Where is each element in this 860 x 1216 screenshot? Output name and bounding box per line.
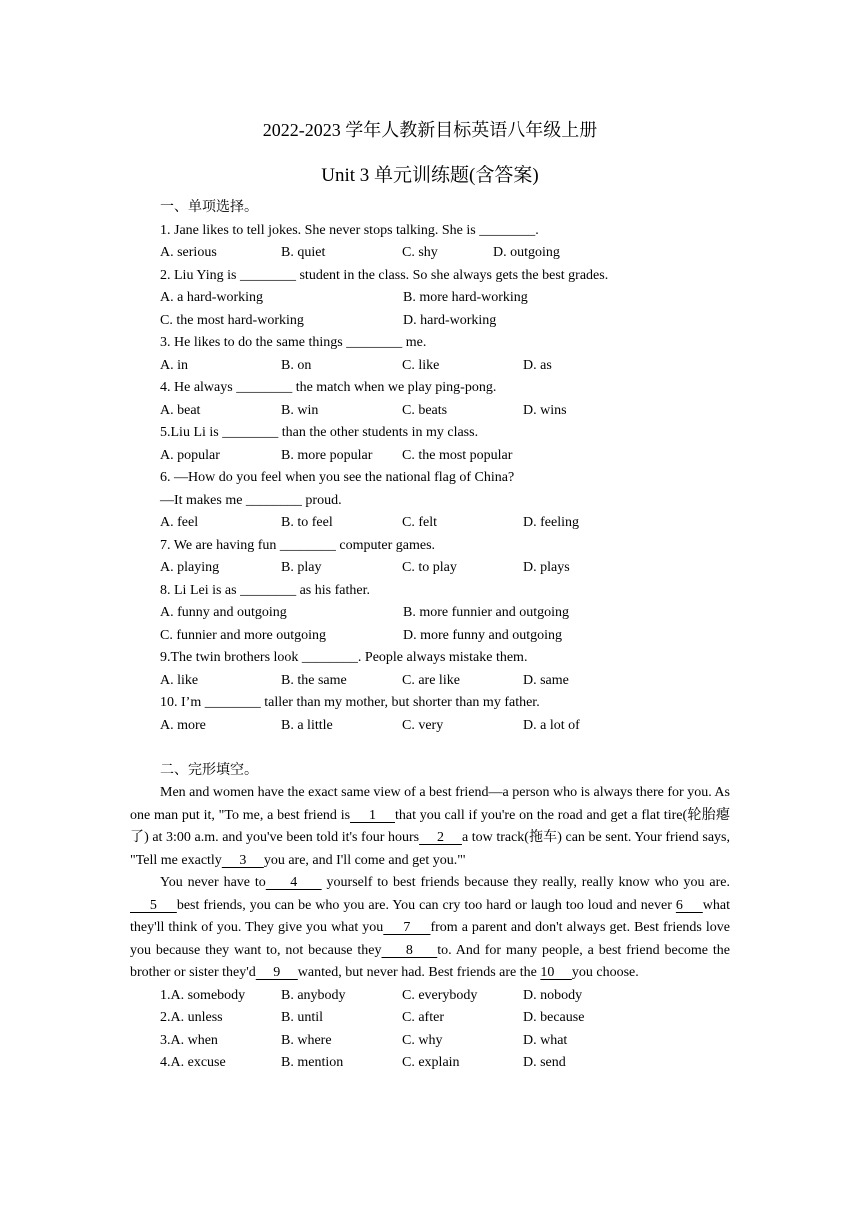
cloze-blank-7: 7 <box>383 920 431 935</box>
option-b: B. the same <box>281 672 347 688</box>
question-10-options <box>130 715 730 738</box>
cloze-text: wanted, but never had. Best friends are the <box>297 965 541 980</box>
cloze-text: yourself to best friends because they really, really know who you are. <box>321 875 731 890</box>
option-c: C. funnier and more outgoing <box>160 627 327 643</box>
question-2-options-row-1 <box>130 287 730 310</box>
cloze-text: from a parent and don't always get. Best friends love you because they want to, not because they <box>130 920 730 958</box>
cloze-blank-3: 3 <box>221 852 264 868</box>
cloze-paragraph-2 <box>130 872 730 985</box>
option-a: A. serious <box>160 245 217 260</box>
option-b: B. to feel <box>281 515 333 530</box>
cloze-paragraph-1 <box>130 782 730 872</box>
question-6-response: —It makes me ________ proud. <box>160 492 342 508</box>
cloze-text: You never have to <box>160 875 266 890</box>
section-spacer <box>130 737 730 760</box>
option-d: D. same <box>523 672 569 688</box>
question-10: 10. I’m ________ taller than my mother, but shorter than my father. <box>160 695 540 710</box>
document-title: 2022-2023 学年人教新目标英语八年级上册 <box>262 120 598 140</box>
option-d: D. as <box>523 357 552 373</box>
option-c: C. beats <box>402 402 448 418</box>
option-d: D. send <box>523 1055 566 1070</box>
option-a: 2.A. unless <box>160 1010 223 1025</box>
option-c: C. why <box>402 1032 443 1048</box>
question-8-options-row-2 <box>130 625 730 648</box>
cloze-text: Men and women have the exact same view of a best friend—a person who is always there for you. As one man put it, "To me, a best friend is <box>130 785 730 823</box>
option-a: A. popular <box>160 447 220 463</box>
question-1-options <box>130 242 730 265</box>
cloze-text: best friends, you can be who you are. You can cry too hard or laugh too loud and never <box>176 897 676 913</box>
cloze-blank-2: 2 <box>419 830 462 845</box>
cloze-text: you are, and I'll come and get you."' <box>263 852 466 868</box>
question-3-options <box>130 355 730 378</box>
option-d: D. outgoing <box>493 245 560 260</box>
cloze-blank-5: 5 <box>130 897 177 913</box>
question-5-options <box>130 445 730 468</box>
option-b: B. where <box>281 1032 332 1048</box>
option-b: B. more popular <box>281 447 373 463</box>
cloze-options-4 <box>130 1052 730 1075</box>
question-3: 3. He likes to do the same things ________ me. <box>160 335 427 350</box>
question-9: 9.The twin brothers look ________. People always mistake them. <box>160 650 528 665</box>
option-d: D. nobody <box>523 987 583 1003</box>
option-c: C. like <box>402 357 440 373</box>
question-9-options <box>130 670 730 693</box>
cloze-options-1 <box>130 985 730 1008</box>
option-d: D. hard-working <box>403 312 497 328</box>
option-d: D. because <box>523 1010 585 1025</box>
option-d: D. feeling <box>523 515 579 530</box>
cloze-text: what they'll think of you. They give you what you <box>130 897 731 935</box>
cloze-blank-6: 6 <box>675 897 703 913</box>
option-d: D. what <box>523 1032 568 1048</box>
question-7-options <box>130 557 730 580</box>
option-d: D. wins <box>523 402 567 418</box>
section2-heading: 二、完形填空。 <box>160 762 258 778</box>
question-7: 7. We are having fun ________ computer games. <box>160 537 436 553</box>
question-5: 5.Liu Li is ________ than the other students in my class. <box>160 425 479 440</box>
option-b: B. win <box>281 402 319 418</box>
option-a: 1.A. somebody <box>160 987 246 1003</box>
option-a: A. like <box>160 672 199 688</box>
cloze-blank-10: 10 <box>540 965 572 980</box>
option-b: B. more hard-working <box>403 290 528 305</box>
question-6-options <box>130 512 730 535</box>
option-a: 4.A. excuse <box>160 1055 226 1070</box>
document-subtitle: Unit 3 单元训练题(含答案) <box>321 165 539 186</box>
cloze-options-3 <box>130 1030 730 1053</box>
option-b: B. until <box>281 1010 324 1025</box>
option-a: A. funny and outgoing <box>160 605 287 620</box>
section1-heading: 一、单项选择。 <box>160 200 258 215</box>
cloze-text: you choose. <box>571 965 639 980</box>
cloze-blank-4: 4 <box>265 875 322 890</box>
option-a: A. a hard-working <box>160 290 264 305</box>
option-c: C. the most hard-working <box>160 312 304 328</box>
question-2: 2. Liu Ying is ________ student in the class. So she always gets the best grades. <box>160 267 609 283</box>
option-c: C. shy <box>402 245 438 260</box>
question-2-options-row-2 <box>130 310 730 333</box>
document-body <box>130 197 730 1075</box>
cloze-blank-1: 1 <box>350 807 395 823</box>
question-4-options <box>130 400 730 423</box>
option-a: 3.A. when <box>160 1032 218 1048</box>
cloze-options-2 <box>130 1007 730 1030</box>
option-c: C. after <box>402 1010 444 1025</box>
cloze-text: that you call if you're on the road and get a flat tire(轮胎瘪了) at 3:00 a.m. and you've been told it's four hours <box>130 807 731 845</box>
option-c: C. very <box>402 717 444 733</box>
option-b: B. mention <box>281 1055 344 1070</box>
cloze-blank-8: 8 <box>381 942 438 958</box>
option-c: C. are like <box>402 672 460 688</box>
option-c: C. felt <box>402 515 437 530</box>
question-6: 6. —How do you feel when you see the national flag of China? <box>160 470 515 485</box>
option-a: A. more <box>160 717 206 733</box>
question-1: 1. Jane likes to tell jokes. She never stops talking. She is ________. <box>160 222 539 238</box>
option-b: B. on <box>281 357 312 373</box>
question-8: 8. Li Lei is as ________ as his father. <box>160 582 370 598</box>
option-c: C. explain <box>402 1055 460 1070</box>
option-a: A. playing <box>160 560 220 575</box>
option-b: B. a little <box>281 717 333 733</box>
option-a: A. in <box>160 357 188 373</box>
option-a: A. feel <box>160 515 199 530</box>
option-c: C. the most popular <box>402 447 513 463</box>
cloze-text: a tow track(拖车) can be sent. Your friend says, "Tell me exactly <box>130 830 730 868</box>
option-b: B. quiet <box>281 245 326 260</box>
option-c: C. everybody <box>402 987 478 1003</box>
cloze-text: to. And for many people, a best friend become the brother or sister they'd <box>130 942 731 980</box>
option-c: C. to play <box>402 560 457 575</box>
option-d: D. a lot of <box>523 717 580 733</box>
question-8-options-row-1 <box>130 602 730 625</box>
option-d: D. more funny and outgoing <box>403 627 563 643</box>
question-4: 4. He always ________ the match when we play ping-pong. <box>160 380 497 395</box>
option-b: B. anybody <box>281 987 346 1003</box>
option-a: A. beat <box>160 402 201 418</box>
cloze-blank-9: 9 <box>255 965 298 980</box>
option-b: B. more funnier and outgoing <box>403 605 570 620</box>
option-d: D. plays <box>523 560 570 575</box>
option-b: B. play <box>281 560 322 575</box>
